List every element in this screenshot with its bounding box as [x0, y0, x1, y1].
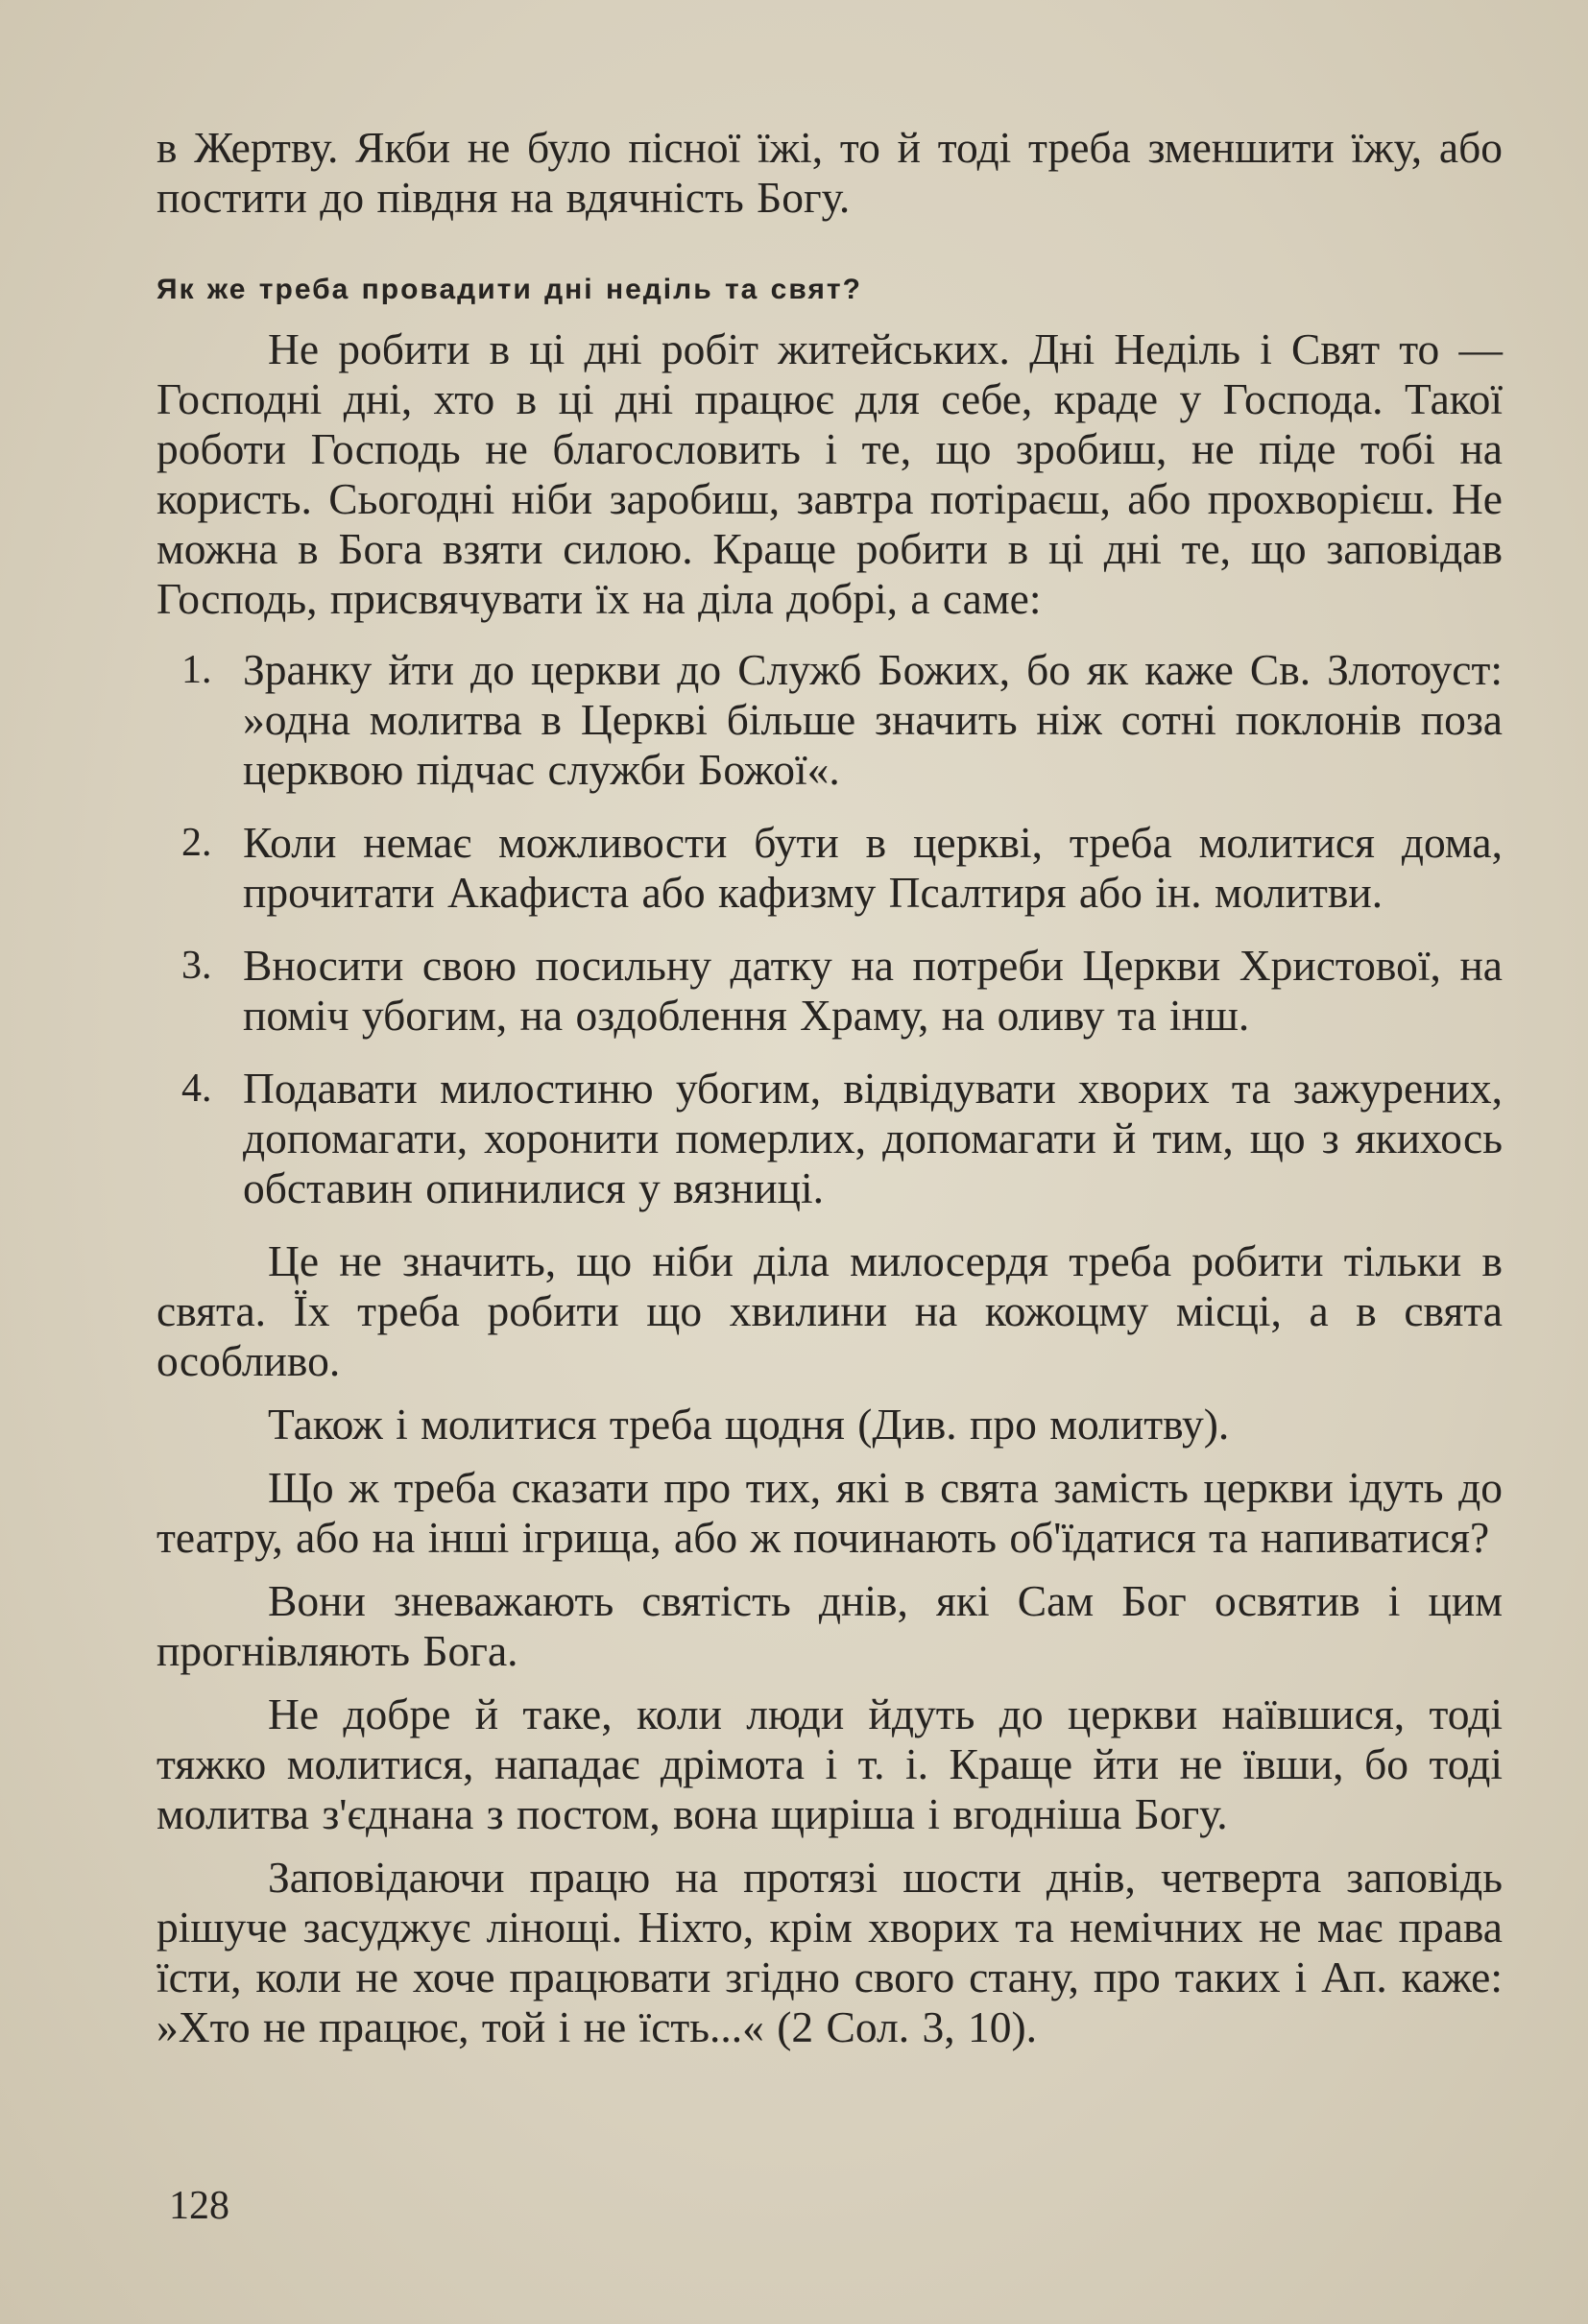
list-item: [156, 941, 1503, 1041]
paragraph-1: Не робити в ці дні робіт житейських. Дні Неділь і Свят то — Господні дні, хто в ці дні працює для себе, краде у Господа. Такої роботи Господь не благословить і те, що зробиш, не піде тобі на користь. Сьогодні ніби заробиш, завтра потіраєш, або прохворієш. Не можна в Бога взяти силою. Краще робити в ці дні те, що заповідав Господь, присвячувати їх на діла добрі, а саме:: [156, 324, 1503, 623]
list-item: [156, 818, 1503, 918]
paragraph-5: Вони зневажають святість днів, які Сам Бог освятив і цим прогнівляють Бога.: [156, 1576, 1503, 1675]
list-item-number: 4.: [181, 1066, 212, 1111]
list-item: [156, 645, 1503, 795]
list-item-number: 1.: [181, 648, 212, 692]
list-item-number: 3.: [181, 944, 212, 988]
list-item: [156, 1064, 1503, 1213]
paragraph-3: Також і молитися треба щодня (Див. про молитву).: [268, 1400, 1230, 1449]
paragraph-4: Що ж треба сказати про тих, які в свята замість церкви ідуть до театру, або на інші ігрища, або ж починають об'їдатися та напиватися?: [156, 1463, 1503, 1562]
list-item-text: Коли немає можливости бути в церкві, треба молитися дома, прочитати Акафиста або кафизму Псалтиря або ін. молитви.: [243, 818, 1503, 917]
paragraph-7: Заповідаючи працю на протязі шости днів, четверта заповідь рішуче засуджує лінощі. Ніхто, крім хворих та немічних не має права їсти, коли не хоче працювати згідно свого стану, про таких і Ап. каже: »Хто не працює, той і не їсть...« (2 Сол. 3, 10).: [156, 1853, 1503, 2051]
list-item-text: Подавати милостиню убогим, відвідувати хворих та зажурених, допомагати, хоронити померлих, допомагати й тим, що з якихось обставин опинилися у вязниці.: [243, 1064, 1503, 1212]
paragraph-2: Це не значить, що ніби діла милосердя треба робити тільки в свята. Їх треба робити що хвилини на кожоцму місці, а в свята особливо.: [156, 1236, 1503, 1385]
list-item-text: Вносити свою посильну датку на потреби Церкви Христової, на поміч убогим, на оздоблення Храму, на оливу та інш.: [243, 941, 1503, 1040]
list-item-number: 2.: [181, 821, 212, 865]
list-item-text: Зранку йти до церкви до Служб Божих, бо як каже Св. Злотоуст: »одна молитва в Церкві більше значить ніж сотні поклонів поза церквою підчас служби Божої«.: [243, 645, 1503, 794]
page-number: 128: [169, 2184, 229, 2228]
section-question-heading: Як же треба провадити дні неділь та свят?: [156, 274, 862, 305]
paragraph-6: Не добре й таке, коли люди йдуть до церкви наївшися, тоді тяжко молитися, нападає дрімота і т. і. Краще йти не ївши, бо тоді молитва з'єднана з постом, вона щиріша і вгодніша Богу.: [156, 1689, 1503, 1838]
numbered-list: [156, 645, 1503, 1213]
page-text: [156, 123, 1503, 2052]
intro-paragraph: в Жертву. Якби не було пісної їжі, то й тоді треба зменшити їжу, або постити до півдня на вдячність Богу.: [156, 123, 1503, 222]
